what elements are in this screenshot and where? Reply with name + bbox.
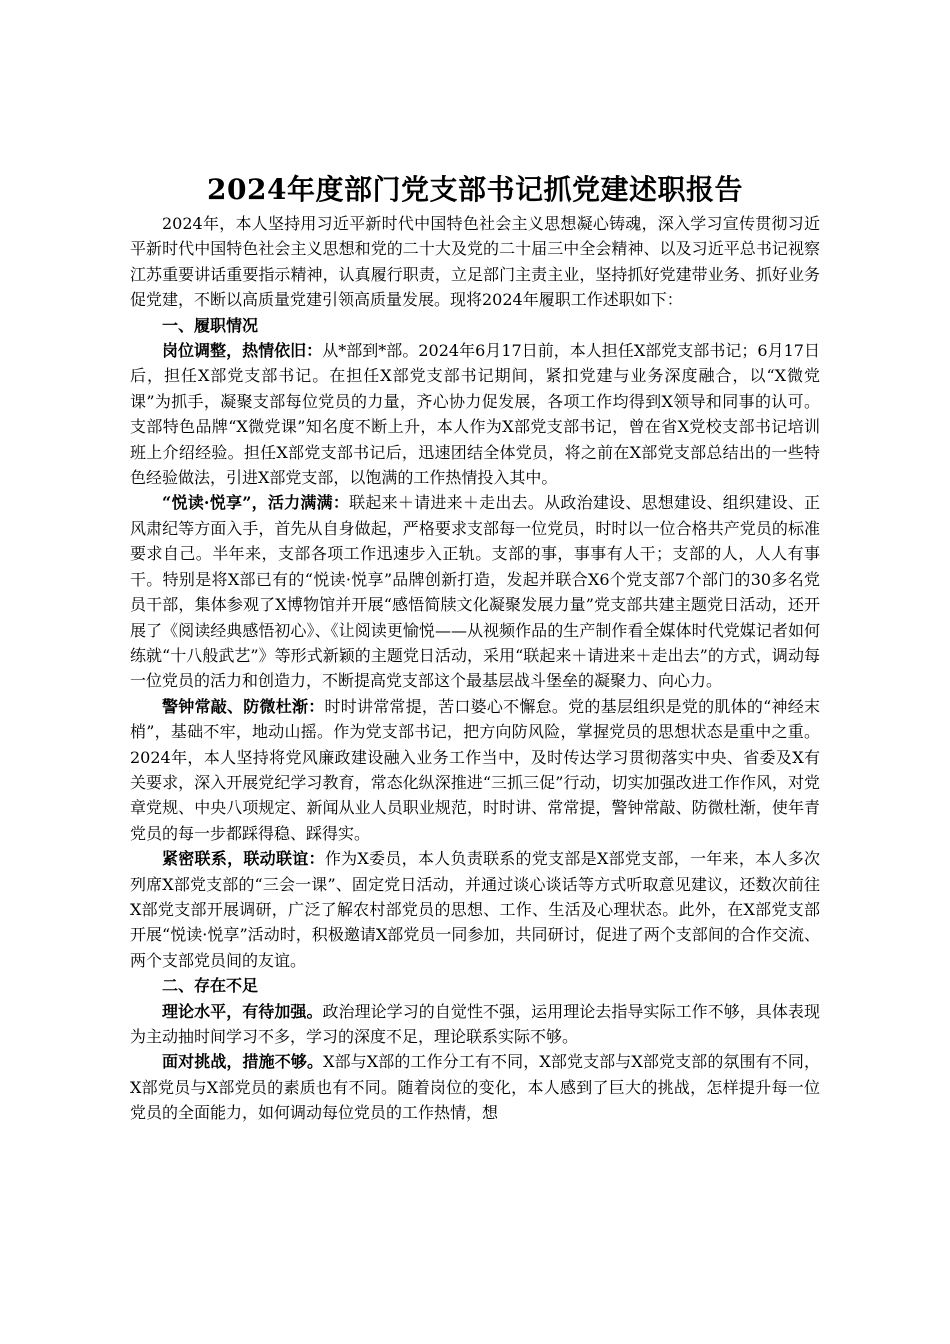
intro-paragraph: 2024年，本人坚持用习近平新时代中国特色社会主义思想凝心铸魂，深入学习宣传贯彻习近平新时代中国特色社会主义思想和党的二十大及党的二十届三中全会精神、以及习近平总书记视察江苏重要讲话重要指示精神，认真履行职责，立足部门主责主业，坚持抓好党建带业务、抓好业务促党建，不断以高质量党建引领高质量发展。现将2024年履职工作述职如下： xyxy=(130,214,820,310)
paragraph-close-contact xyxy=(130,846,820,973)
paragraph-lead: “悦读·悦享”，活力满满： xyxy=(162,493,350,513)
paragraph-lead: 岗位调整，热情依旧： xyxy=(162,341,323,361)
section-heading-duties: 一、履职情况 xyxy=(162,315,259,335)
paragraph-text: 作为X委员，本人负责联系的党支部是X部党支部，一年来，本人多次列席X部党支部的“三会一课”、固定党日活动，并通过谈心谈话等方式听取意见建议，还数次前往X部党支部开展调研，广泛了解农村部党员的思想、工作、生活及心理状态。此外，在X部党支部开展“悦读·悦享”活动时，积极邀请X部党员一同参加，共同研讨，促进了两个支部间的合作交流、两个支部党员间的友谊。 xyxy=(130,849,820,970)
paragraph-text: 从*部到*部。2024年6月17日前，本人担任X部党支部书记；6月17日后，担任X部党支部书记。在担任X部党支部书记期间，紧扣党建与业务深度融合，以“X微党课”为抓手，凝聚支部每位党员的力量，齐心协力促发展，各项工作均得到X领导和同事的认可。支部特色品牌“X微党课”知名度不断上升，本人作为X部党支部书记，曾在省X党校支部书记培训班上介绍经验。担任X部党支部书记后，迅速团结全体党员，将之前在X部党支部总结出的一些特色经验做法，引进X部党支部，以饱满的工作热情投入其中。 xyxy=(130,341,820,488)
paragraph-text: 时时讲常常提，苦口婆心不懈怠。党的基层组织是党的肌体的“神经末梢”，基础不牢，地动山摇。作为党支部书记，把方向防风险，掌握党员的思想状态是重中之重。2024年，本人坚持将党风廉政建设融入业务工作当中，及时传达学习贯彻落实中央、省委及X有关要求，深入开展党纪学习教育，常态化纵深推进“三抓三促”行动，切实加强改进工作作风，对党章党规、中央八项规定、新闻从业人员职业规范，时时讲、常常提，警钟常敲、防微杜渐，使年青党员的每一步都踩得稳、踩得实。 xyxy=(130,696,820,843)
paragraph-facing-challenges xyxy=(130,1049,820,1125)
paragraph-text: X部与X部的工作分工有不同，X部党支部与X部党支部的氛围有不同，X部党员与X部党员的素质也有不同。随着岗位的变化，本人感到了巨大的挑战，怎样提升每一位党员的全面能力，如何调动每位党员的工作热情，想 xyxy=(130,1052,820,1123)
paragraph-text: 联起来＋请进来＋走出去。从政治建设、思想建设、组织建设、正风肃纪等方面入手，首先从自身做起，严格要求支部每一位党员，时时以一位合格共产党员的标准要求自己。半年来，支部各项工作迅速步入正轨。支部的事，事事有人干；支部的人，人人有事干。特别是将X部已有的“悦读·悦享”品牌创新打造，发起并联合X6个党支部7个部门的30多名党员干部，集体参观了X博物馆并开展“感悟简牍文化凝聚发展力量”党支部共建主题党日活动，还开展了《阅读经典感悟初心》、《让阅读更愉悦——从视频作品的生产制作看全媒体时代党媒记者如何练就“十八般武艺”》等形式新颖的主题党日活动，采用“联起来＋请进来＋走出去”的方式，调动每一位党员的活力和创造力，不断提高党支部这个最基层战斗堡垒的凝聚力、向心力。 xyxy=(130,493,820,691)
section-heading-shortcomings: 二、存在不足 xyxy=(162,976,259,996)
paragraph-lead: 面对挑战，措施不够。 xyxy=(162,1052,324,1072)
document-page xyxy=(130,172,820,1126)
paragraph-theory-level xyxy=(130,999,820,1050)
document-title: 2024年度部门党支部书记抓党建述职报告 xyxy=(207,173,743,206)
paragraph-reading-sharing xyxy=(130,490,820,693)
paragraph-lead: 警钟常敲、防微杜渐： xyxy=(162,696,325,716)
paragraph-lead: 理论水平，有待加强。 xyxy=(162,1001,323,1021)
paragraph-warning-bell xyxy=(130,694,820,846)
paragraph-lead: 紧密联系，联动联谊： xyxy=(162,849,325,869)
paragraph-text: 政治理论学习的自觉性不强，运用理论去指导实际工作不够，具体表现为主动抽时间学习不多，学习的深度不足，理论联系实际不够。 xyxy=(130,1001,820,1046)
paragraph-post-adjustment xyxy=(130,338,820,490)
